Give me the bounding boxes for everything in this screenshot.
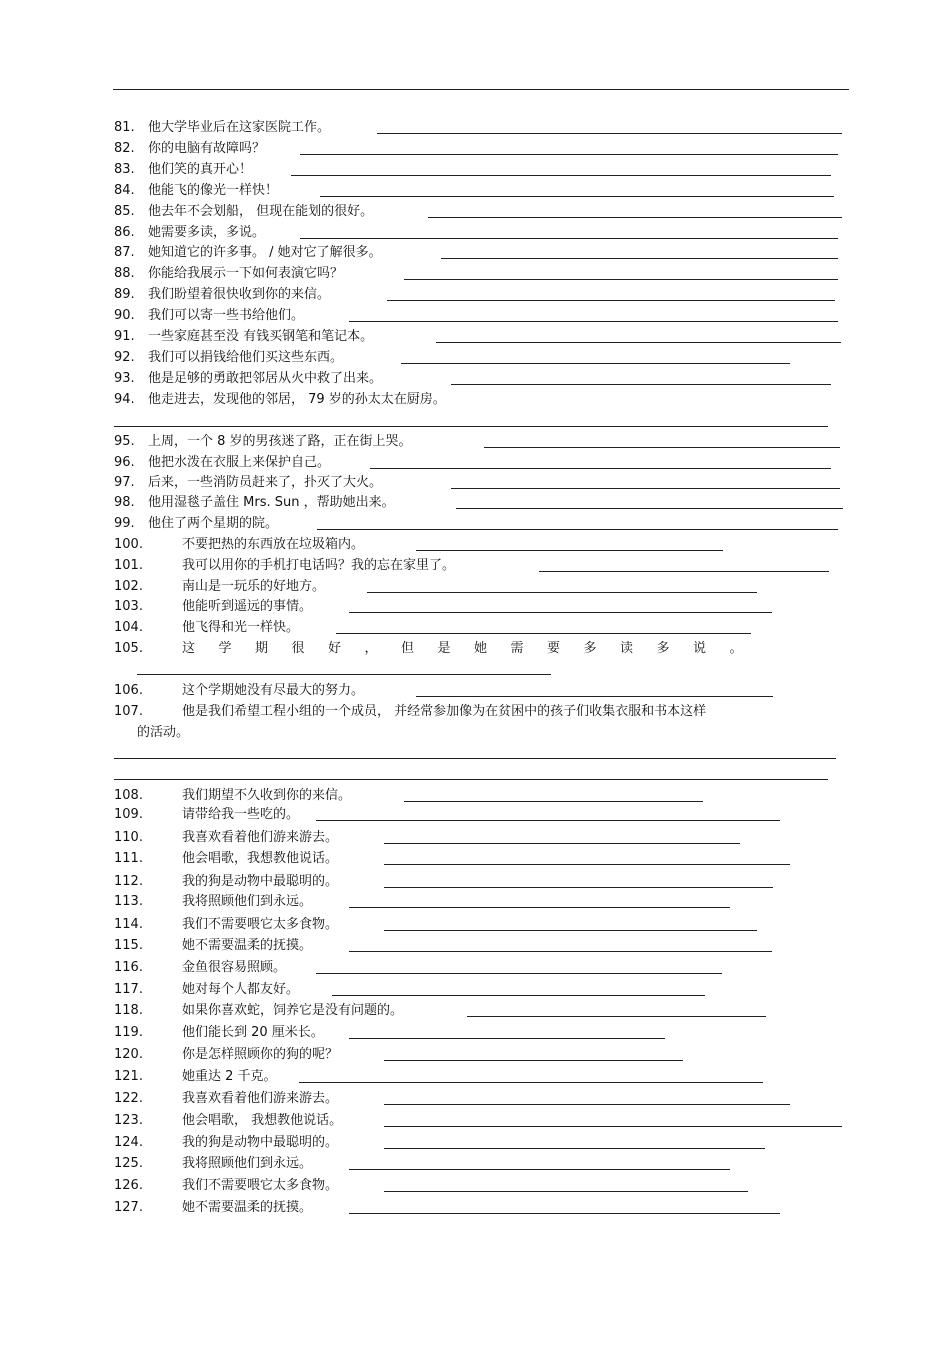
item-number: 110. bbox=[114, 830, 143, 845]
answer-blank[interactable] bbox=[384, 1126, 842, 1127]
item-number: 106. bbox=[114, 683, 143, 698]
answer-blank[interactable] bbox=[300, 238, 838, 239]
item-number: 105. bbox=[114, 641, 143, 656]
item-number: 101. bbox=[114, 558, 143, 573]
item-prompt: 我的狗是动物中最聪明的。 bbox=[182, 874, 339, 889]
answer-blank[interactable] bbox=[320, 196, 834, 197]
answer-blank[interactable] bbox=[291, 175, 831, 176]
item-prompt: 他是足够的勇敢把邻居从火中救了出来。 bbox=[148, 371, 383, 386]
item-number: 104. bbox=[114, 620, 143, 635]
answer-blank[interactable] bbox=[299, 1082, 763, 1083]
answer-blank[interactable] bbox=[451, 384, 831, 385]
answer-blank[interactable] bbox=[456, 508, 843, 509]
answer-blank[interactable] bbox=[349, 321, 838, 322]
item-prompt: 她对每个人都友好。 bbox=[182, 982, 300, 997]
answer-line[interactable] bbox=[114, 779, 828, 780]
answer-blank[interactable] bbox=[436, 342, 841, 343]
answer-blank[interactable] bbox=[349, 612, 772, 613]
answer-blank[interactable] bbox=[384, 1191, 748, 1192]
item-prompt: 金鱼很容易照顾。 bbox=[182, 960, 287, 975]
item-prompt: 她知道它的许多事。 / 她对它了解很多。 bbox=[148, 245, 382, 260]
answer-blank[interactable] bbox=[349, 1213, 780, 1214]
item-prompt: 他大学毕业后在这家医院工作。 bbox=[148, 120, 331, 135]
item-number: 122. bbox=[114, 1091, 143, 1106]
answer-blank[interactable] bbox=[370, 468, 831, 469]
answer-blank[interactable] bbox=[404, 801, 703, 802]
answer-blank[interactable] bbox=[384, 1060, 683, 1061]
answer-line[interactable] bbox=[114, 758, 836, 759]
item-number: 111. bbox=[114, 851, 143, 866]
answer-blank[interactable] bbox=[451, 488, 840, 489]
item-prompt: 我喜欢看着他们游来游去。 bbox=[182, 1091, 339, 1106]
item-prompt: 我们不需要喂它太多食物。 bbox=[182, 1178, 339, 1193]
item-number: 116. bbox=[114, 960, 143, 975]
item-prompt: 他会唱歌， 我想教他说话。 bbox=[182, 1113, 343, 1128]
item-number: 121. bbox=[114, 1069, 143, 1084]
item-number: 85. bbox=[114, 204, 135, 219]
answer-blank[interactable] bbox=[384, 887, 773, 888]
answer-blank[interactable] bbox=[384, 930, 757, 931]
answer-line[interactable] bbox=[137, 674, 551, 675]
item-prompt: 他把水泼在衣服上来保护自己。 bbox=[148, 455, 331, 470]
item-prompt: 不要把热的东西放在垃圾箱内。 bbox=[182, 537, 365, 552]
item-number: 118. bbox=[114, 1003, 143, 1018]
item-prompt: 我们不需要喂它太多食物。 bbox=[182, 917, 339, 932]
answer-blank[interactable] bbox=[332, 995, 705, 996]
item-prompt: 我们可以捐钱给他们买这些东西。 bbox=[148, 350, 344, 365]
item-number: 82. bbox=[114, 141, 135, 156]
answer-blank[interactable] bbox=[387, 300, 835, 301]
item-number: 124. bbox=[114, 1135, 143, 1150]
answer-blank[interactable] bbox=[317, 529, 838, 530]
item-prompt: 他去年不会划船， 但现在能划的很好。 bbox=[148, 204, 374, 219]
answer-blank[interactable] bbox=[349, 907, 730, 908]
item-number: 89. bbox=[114, 287, 135, 302]
item-prompt: 后来，一些消防员赶来了，扑灭了大火。 bbox=[148, 475, 383, 490]
answer-blank[interactable] bbox=[349, 951, 772, 952]
answer-blank[interactable] bbox=[384, 843, 740, 844]
item-number: 126. bbox=[114, 1178, 143, 1193]
item-prompt: 他能飞的像光一样快！ bbox=[148, 183, 279, 198]
item-prompt: 我将照顾他们到永远。 bbox=[182, 894, 313, 909]
item-number: 98. bbox=[114, 495, 135, 510]
item-prompt: 我们盼望着很快收到你的来信。 bbox=[148, 287, 331, 302]
item-prompt: 我将照顾他们到永远。 bbox=[182, 1156, 313, 1171]
item-number: 112. bbox=[114, 874, 143, 889]
item-prompt: 她不需要温柔的抚摸。 bbox=[182, 1200, 313, 1215]
item-prompt: 请带给我一些吃的。 bbox=[182, 807, 300, 822]
item-number: 99. bbox=[114, 516, 135, 531]
item-number: 115. bbox=[114, 938, 143, 953]
answer-blank[interactable] bbox=[401, 363, 790, 364]
answer-blank[interactable] bbox=[428, 217, 842, 218]
item-prompt: 她不需要温柔的抚摸。 bbox=[182, 938, 313, 953]
item-number: 113. bbox=[114, 894, 143, 909]
answer-blank[interactable] bbox=[384, 1104, 790, 1105]
answer-blank[interactable] bbox=[336, 633, 751, 634]
item-number: 87. bbox=[114, 245, 135, 260]
item-prompt: 他用湿毯子盖住 Mrs. Sun ，帮助她出来。 bbox=[148, 495, 395, 510]
item-number: 117. bbox=[114, 982, 143, 997]
item-number: 81. bbox=[114, 120, 135, 135]
item-number: 96. bbox=[114, 455, 135, 470]
answer-blank[interactable] bbox=[404, 279, 838, 280]
answer-blank[interactable] bbox=[300, 154, 838, 155]
item-prompt: 这个学期她没有尽最大的努力。 bbox=[182, 683, 365, 698]
item-prompt-continued: 的活动。 bbox=[137, 725, 190, 740]
item-number: 97. bbox=[114, 475, 135, 490]
answer-blank[interactable] bbox=[316, 820, 780, 821]
item-number: 114. bbox=[114, 917, 143, 932]
item-number: 107. bbox=[114, 704, 143, 719]
item-number: 84. bbox=[114, 183, 135, 198]
item-prompt: 一些家庭甚至没 有钱买钢笔和笔记本。 bbox=[148, 329, 374, 344]
answer-blank[interactable] bbox=[384, 864, 790, 865]
item-prompt: 他们能长到 20 厘米长。 bbox=[182, 1025, 324, 1040]
item-prompt: 你是怎样照顾你的狗的呢？ bbox=[182, 1047, 339, 1062]
answer-line[interactable] bbox=[114, 426, 828, 427]
item-prompt: 我喜欢看着他们游来游去。 bbox=[182, 830, 339, 845]
answer-blank[interactable] bbox=[377, 133, 842, 134]
answer-blank[interactable] bbox=[349, 1169, 730, 1170]
item-number: 103. bbox=[114, 599, 143, 614]
item-prompt: 南山是一玩乐的好地方。 bbox=[182, 579, 326, 594]
answer-blank[interactable] bbox=[484, 447, 840, 448]
item-number: 109. bbox=[114, 807, 143, 822]
answer-blank[interactable] bbox=[416, 696, 773, 697]
item-prompt: 你能给我展示一下如何表演它吗？ bbox=[148, 266, 344, 281]
item-number: 83. bbox=[114, 162, 135, 177]
item-prompt: 我们可以寄一些书给他们。 bbox=[148, 308, 305, 323]
item-number: 92. bbox=[114, 350, 135, 365]
item-prompt: 这学期很好，但是她需要多读多说。 bbox=[182, 641, 767, 656]
item-number: 119. bbox=[114, 1025, 143, 1040]
item-number: 108. bbox=[114, 788, 143, 803]
answer-blank[interactable] bbox=[367, 592, 757, 593]
item-prompt: 她需要多读，多说。 bbox=[148, 225, 266, 240]
item-number: 88. bbox=[114, 266, 135, 281]
item-number: 91. bbox=[114, 329, 135, 344]
item-prompt: 你的电脑有故障吗？ bbox=[148, 141, 266, 156]
answer-blank[interactable] bbox=[384, 1148, 765, 1149]
item-number: 93. bbox=[114, 371, 135, 386]
answer-blank[interactable] bbox=[539, 571, 829, 572]
item-prompt: 我可以用你的手机打电话吗？我的忘在家里了。 bbox=[182, 558, 456, 573]
item-prompt: 我们期望不久收到你的来信。 bbox=[182, 788, 352, 803]
item-prompt: 他能听到遥远的事情。 bbox=[182, 599, 313, 614]
item-prompt: 他住了两个星期的院。 bbox=[148, 516, 279, 531]
item-number: 86. bbox=[114, 225, 135, 240]
item-number: 127. bbox=[114, 1200, 143, 1215]
item-number: 125. bbox=[114, 1156, 143, 1171]
item-prompt: 他会唱歌，我想教他说话。 bbox=[182, 851, 339, 866]
item-prompt: 我的狗是动物中最聪明的。 bbox=[182, 1135, 339, 1150]
item-number: 102. bbox=[114, 579, 143, 594]
item-prompt: 上周，一个 8 岁的男孩迷了路，正在街上哭。 bbox=[148, 434, 412, 449]
item-number: 94. bbox=[114, 392, 135, 407]
item-prompt: 他走进去，发现他的邻居， 79 岁的孙太太在厨房。 bbox=[148, 392, 446, 407]
item-prompt: 他们笑的真开心！ bbox=[148, 162, 253, 177]
item-number: 90. bbox=[114, 308, 135, 323]
answer-blank[interactable] bbox=[416, 550, 723, 551]
answer-blank[interactable] bbox=[467, 1016, 766, 1017]
item-number: 120. bbox=[114, 1047, 143, 1062]
item-number: 123. bbox=[114, 1113, 143, 1128]
header-rule bbox=[113, 89, 849, 90]
answer-blank[interactable] bbox=[316, 973, 722, 974]
item-number: 95. bbox=[114, 434, 135, 449]
item-prompt: 她重达 2 千克。 bbox=[182, 1069, 277, 1084]
item-prompt: 他是我们希望工程小组的一个成员， 并经常参加像为在贫困中的孩子们收集衣服和书本这样 bbox=[182, 704, 707, 719]
answer-blank[interactable] bbox=[349, 1038, 665, 1039]
item-prompt: 他飞得和光一样快。 bbox=[182, 620, 300, 635]
answer-blank[interactable] bbox=[441, 258, 838, 259]
item-prompt: 如果你喜欢蛇，饲养它是没有问题的。 bbox=[182, 1003, 404, 1018]
item-number: 100. bbox=[114, 537, 143, 552]
